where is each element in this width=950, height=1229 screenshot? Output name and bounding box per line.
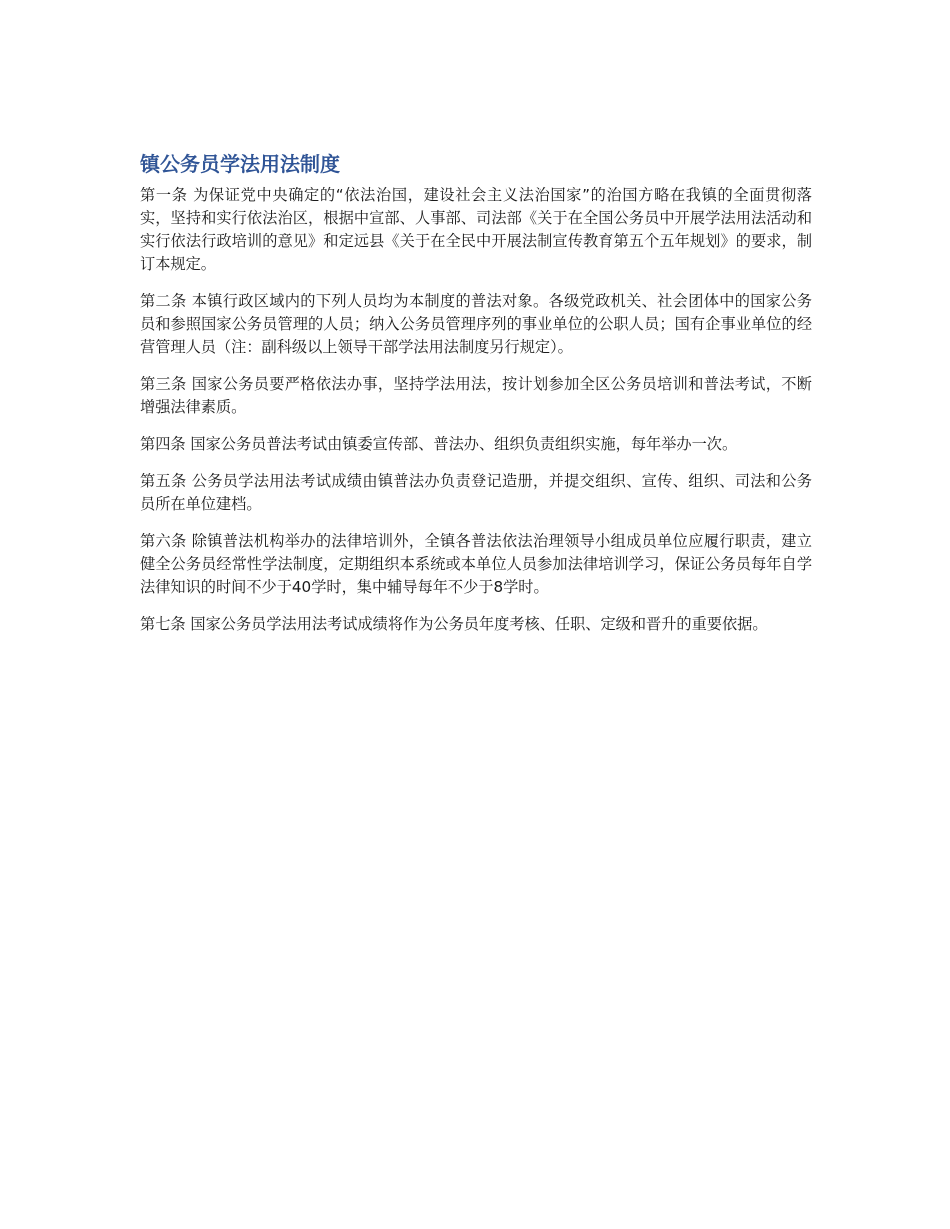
article-5: 第五条 公务员学法用法考试成绩由镇普法办负责登记造册，并提交组织、宣传、组织、司法和公务员所在单位建档。: [140, 472, 812, 513]
article-3: 第三条 国家公务员要严格依法办事，坚持学法用法，按计划参加全区公务员培训和普法考试，不断增强法律素质。: [140, 375, 812, 416]
document-title: 镇公务员学法用法制度: [140, 152, 340, 176]
article-2: 第二条 本镇行政区域内的下列人员均为本制度的普法对象。各级党政机关、社会团体中的国家公务员和参照国家公务员管理的人员；纳入公务员管理序列的事业单位的公职人员；国有企事业单位的经营管理人员（注：副科级以上领导干部学法用法制度另行规定）。: [140, 292, 812, 356]
article-7: 第七条 国家公务员学法用法考试成绩将作为公务员年度考核、任职、定级和晋升的重要依据。: [140, 615, 768, 633]
document-body: [140, 150, 812, 650]
article-4: 第四条 国家公务员普法考试由镇委宣传部、普法办、组织负责组织实施，每年举办一次。: [140, 435, 738, 453]
article-6: 第六条 除镇普法机构举办的法律培训外，全镇各普法依法治理领导小组成员单位应履行职责，建立健全公务员经常性学法制度，定期组织本系统或本单位人员参加法律培训学习，保证公务员每年自学法律知识的时间不少于40学时，集中辅导每年不少于8学时。: [140, 532, 812, 596]
article-1: 第一条 为保证党中央确定的“依法治国，建设社会主义法治国家”的治国方略在我镇的全面贯彻落实，坚持和实行依法治区，根据中宣部、人事部、司法部《关于在全国公务员中开展学法用法活动和实行依法行政培训的意见》和定远县《关于在全民中开展法制宣传教育第五个五年规划》的要求，制订本规定。: [140, 186, 812, 273]
